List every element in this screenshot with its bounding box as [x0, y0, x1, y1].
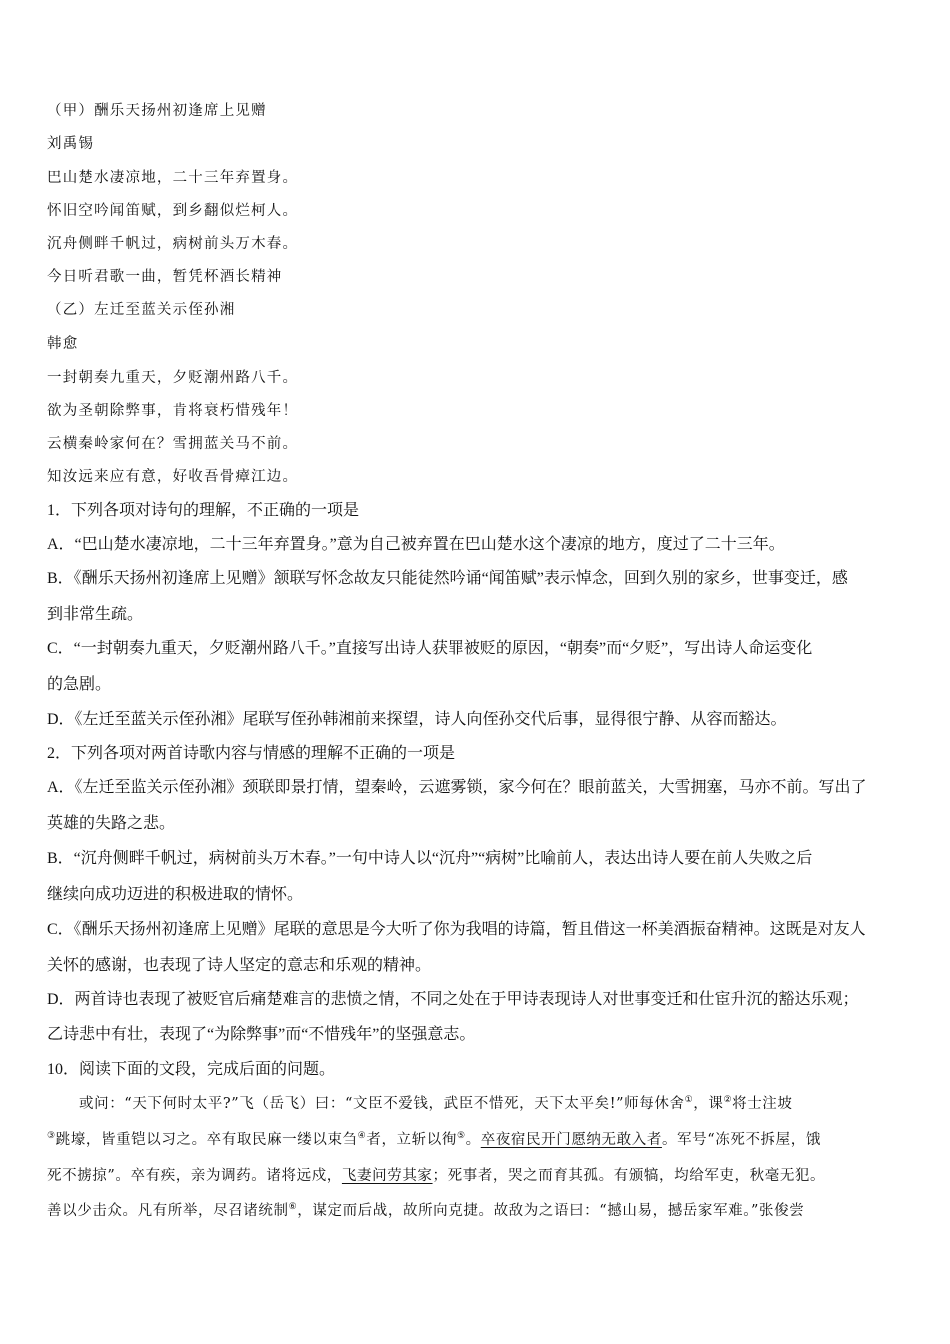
passage-text: 死不掳掠”。卒有疾，亲为调药。诸将远戍，	[47, 1168, 342, 1184]
passage-line-1	[79, 1094, 910, 1114]
passage-text: 者，立斩以徇	[366, 1132, 457, 1148]
poem1-line-1: 巴山楚水凄凉地，二十三年弃置身。	[47, 170, 299, 186]
passage-line-2	[47, 1130, 910, 1150]
poem1-line-3: 沉舟侧畔千帆过，病树前头万木春。	[47, 236, 299, 252]
passage-text: 善以少击众。凡有所举，尽召诸统制	[47, 1203, 289, 1219]
q2-option-d-line-1: D．两首诗也表现了被贬官后痛楚难言的悲愤之情，不同之处在于甲诗表现诗人对世事变迁和仕宦升沉的豁达乐观；	[47, 991, 859, 1008]
q1-option-b-line-2: 到非常生疏。	[47, 606, 144, 623]
q2-option-a-line-2: 英雄的失路之悲。	[47, 815, 176, 832]
passage-text: ；死事者，哭之而育其孤。有颁犒，均给军吏，秋毫无犯。	[432, 1168, 826, 1184]
passage-text: 。军号“冻死不拆屋，饿	[661, 1132, 821, 1148]
poem1-line-2: 怀旧空吟闻笛赋，到乡翻似烂柯人。	[47, 203, 299, 219]
passage-line-4	[47, 1201, 910, 1221]
passage-text: 跳壕，皆重铠以习之。卒有取民麻一缕以束刍	[55, 1132, 358, 1148]
passage-text: 或问：“天下何时太平?”飞（岳飞）曰：“文臣不爱钱，武臣不惜死，天下太平矣!”师每休舍	[79, 1096, 685, 1112]
poem2-line-1: 一封朝奏九重天，夕贬潮州路八千。	[47, 370, 299, 386]
q1-option-a: A．“巴山楚水凄凉地，二十三年弃置身。”意为自己被弃置在巴山楚水这个凄凉的地方，度过了二十三年。	[47, 536, 785, 553]
passage-text: 将士注坡	[732, 1096, 793, 1112]
q1-option-c-line-2: 的急剧。	[47, 676, 112, 693]
q2-option-a-line-1: A．《左迁至监关示侄孙湘》颈联即景打情，望秦岭，云遮雾锁，家今何在？眼前蓝关，大雪拥塞，马亦不前。写出了	[47, 779, 867, 796]
passage-text: 。	[465, 1132, 481, 1148]
poem2-line-2: 欲为圣朝除弊事，肯将衰朽惜残年！	[47, 403, 299, 419]
footnote-marker: ②	[723, 1095, 733, 1105]
passage-line-3	[47, 1166, 910, 1186]
q10-stem: 10．阅读下面的文段，完成后面的问题。	[47, 1061, 336, 1078]
q1-option-d: D．《左迁至蓝关示侄孙湘》尾联写侄孙韩湘前来探望，诗人向侄孙交代后事，显得很宁静、从容而豁达。	[47, 711, 787, 728]
poem2-author: 韩愈	[47, 336, 79, 352]
q2-option-b-line-1: B．“沉舟侧畔千帆过，病树前头万木春。”一句中诗人以“沉舟”“病树”比喻前人，表达出诗人要在前人失败之后	[47, 850, 813, 867]
q1-option-c-line-1: C．“一封朝奏九重天，夕贬潮州路八千。”直接写出诗人获罪被贬的原因，“朝奏”而“夕贬”，写出诗人命运变化	[47, 640, 813, 657]
footnote-marker: ③	[47, 1131, 56, 1141]
q2-option-c-line-1: C．《酬乐天扬州初逢席上见赠》尾联的意思是今大听了你为我唱的诗篇，暂且借这一杯美酒振奋精神。这既是对友人	[47, 921, 866, 938]
poem1-author: 刘禹锡	[47, 136, 95, 152]
passage-text: ，谋定而后战，故所向克捷。故敌为之语曰：“撼山易，撼岳家军难。”张俊尝	[297, 1203, 805, 1219]
footnote-marker: ⑥	[288, 1202, 298, 1212]
q2-stem: 2．下列各项对两首诗歌内容与情感的理解不正确的一项是	[47, 745, 456, 762]
poem2-line-3: 云横秦岭家何在？雪拥蓝关马不前。	[47, 436, 299, 452]
footnote-marker: ⑤	[456, 1131, 466, 1141]
underlined-sentence-2: 飞妻问劳其家	[341, 1168, 433, 1184]
footnote-marker: ①	[684, 1095, 694, 1105]
q2-option-b-line-2: 继续向成功迈进的积极进取的情怀。	[47, 886, 304, 903]
underlined-sentence-1: 卒夜宿民开门愿纳无敢入者	[480, 1132, 662, 1148]
poem2-title: （乙）左迁至蓝关示侄孙湘	[47, 302, 236, 318]
q1-stem: 1．下列各项对诗句的理解，不正确的一项是	[47, 502, 360, 519]
poem1-line-4: 今日听君歌一曲，暂凭杯酒长精神	[47, 269, 283, 285]
poem1-title: （甲）酬乐天扬州初逢席上见赠	[47, 103, 267, 119]
footnote-marker: ④	[357, 1131, 367, 1141]
q2-option-d-line-2: 乙诗悲中有壮，表现了“为除弊事”而“不惜残年”的坚强意志。	[47, 1026, 476, 1043]
q2-option-c-line-2: 关怀的感谢，也表现了诗人坚定的意志和乐观的精神。	[47, 957, 432, 974]
poem2-line-4: 知汝远来应有意，好收吾骨瘴江边。	[47, 469, 299, 485]
q1-option-b-line-1: B．《酬乐天扬州初逢席上见赠》颔联写怀念故友只能徒然吟诵“闻笛赋”表示悼念，回到久别的家乡，世事变迁，感	[47, 570, 848, 587]
passage-text: ，课	[693, 1096, 724, 1112]
